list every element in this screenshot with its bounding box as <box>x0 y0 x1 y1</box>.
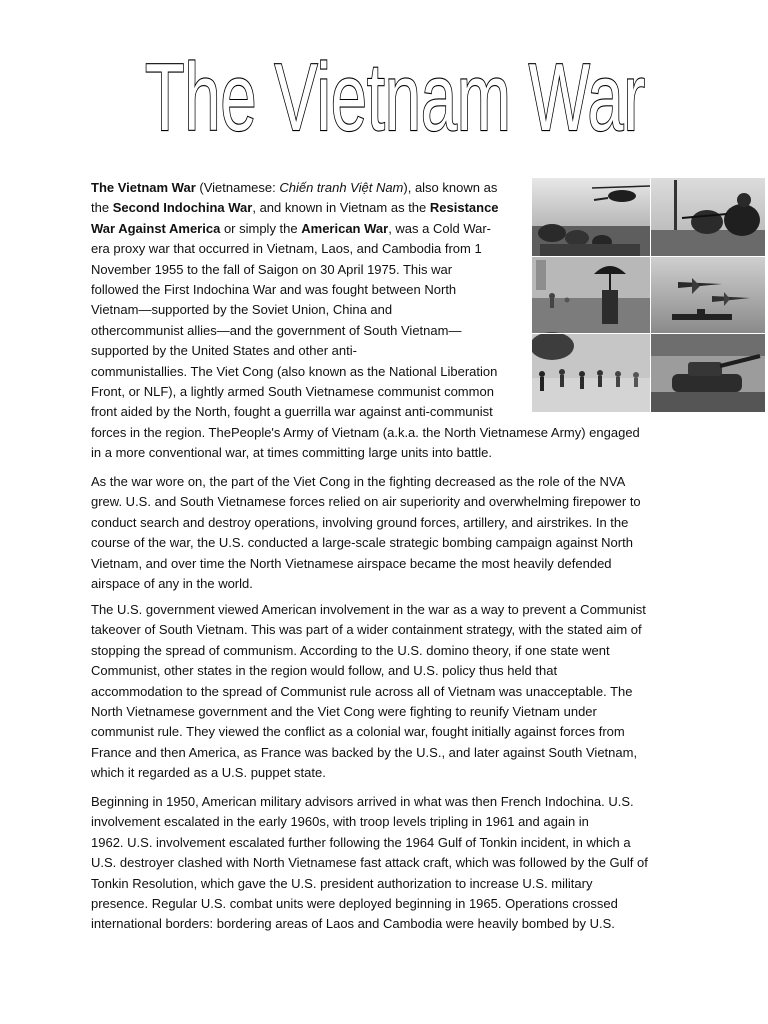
text-line <box>91 178 673 198</box>
bold-term: Resistance <box>429 200 499 216</box>
text-run: Vietnam, and over time the North Vietnamese airspace became the most heavily defended <box>91 555 612 571</box>
text-line <box>91 914 673 934</box>
text-line <box>91 792 673 812</box>
text-line <box>91 341 673 361</box>
text-run: U.S. destroyer clashed with North Vietnamese fast attack craft, which was followed by the Gulf of <box>91 855 648 871</box>
text-run: front aided by the North, fought a guerrilla war against anti-communist <box>91 404 493 420</box>
text-run: which it regarded as a U.S. puppet state. <box>91 765 326 781</box>
text-run: international borders: bordering areas of Laos and Cambodia were heavily bombed by U.S. <box>91 916 615 932</box>
text-line <box>91 600 673 620</box>
text-run: airspace of any in the world. <box>91 576 253 592</box>
text-line <box>91 443 673 463</box>
text-run: 1962. U.S. involvement escalated further following the 1964 Gulf of Tonkin incident, in which a <box>91 834 631 850</box>
title-wordart <box>140 40 650 145</box>
text-line <box>91 833 673 853</box>
text-line <box>91 321 673 341</box>
text-line <box>91 239 673 259</box>
text-run: , was a Cold War- <box>388 220 492 236</box>
text-run: presence. Regular U.S. combat units were deployed beginning in 1965. Operations crossed <box>91 896 618 912</box>
bold-term: American War <box>301 220 389 236</box>
text-line <box>91 423 673 443</box>
text-line <box>91 620 673 640</box>
text-run: the <box>91 200 113 216</box>
text-line <box>91 641 673 661</box>
text-line <box>91 402 673 422</box>
text-line <box>91 702 673 722</box>
text-run: in a more conventional war, at times committing large units into battle. <box>91 445 493 461</box>
bold-term: The Vietnam War <box>91 180 196 195</box>
text-line <box>91 219 673 239</box>
paragraph-intro <box>91 178 673 464</box>
text-line <box>91 492 673 512</box>
bold-term: War Against America <box>91 220 221 236</box>
text-run: accommodation to the spread of Communist rule across all of Vietnam was unacceptable. The <box>91 683 633 699</box>
text-run: communistallies. The Viet Cong (also known as the National Liberation <box>91 363 498 379</box>
text-run: or simply the <box>220 220 302 236</box>
text-line <box>91 472 673 492</box>
text-line <box>91 812 673 832</box>
text-run: November 1955 to the fall of Saigon on 30 April 1975. This war <box>91 261 453 277</box>
text-run: supported by the United States and other anti- <box>91 343 357 359</box>
text-line <box>91 260 673 280</box>
text-run: grew. U.S. and South Vietnamese forces relied on air superiority and overwhelming firepower to <box>91 494 641 510</box>
paragraph-escalation <box>91 792 673 935</box>
text-line <box>91 661 673 681</box>
text-run: Communist, other states in the region would follow, and U.S. policy thus held that <box>91 663 558 679</box>
text-line <box>91 682 673 702</box>
text-run: Vietnam—supported by the Soviet Union, China and <box>91 302 393 318</box>
text-run: Tonkin Resolution, which gave the U.S. president authorization to increase U.S. military <box>91 875 593 891</box>
text-line <box>91 743 673 763</box>
text-line <box>91 533 673 553</box>
text-run: Front, or NLF), a lightly armed South Vietnamese communist common <box>91 384 494 400</box>
text-run: As the war wore on, the part of the Viet Cong in the fighting decreased as the role of the NVA <box>91 474 626 489</box>
text-line <box>91 763 673 783</box>
paragraph-us-policy <box>91 600 673 784</box>
text-run: othercommunist allies—and the government of South Vietnam— <box>91 322 462 338</box>
text-line <box>91 513 673 533</box>
paragraph-war-progress <box>91 472 673 594</box>
text-run: forces in the region. ThePeople's Army of Vietnam (a.k.a. the North Vietnamese Army) engaged <box>91 424 640 440</box>
text-run: followed the First Indochina War and was fought between North <box>91 282 457 298</box>
text-run: (Vietnamese: <box>195 180 280 195</box>
text-run: The U.S. government viewed American involvement in the war as a way to prevent a Communist <box>91 602 646 617</box>
text-line <box>91 554 673 574</box>
text-line <box>91 874 673 894</box>
text-line <box>91 722 673 742</box>
text-run: North Vietnamese government and the Viet Cong were fighting to reunify Vietnam under <box>91 704 597 720</box>
bold-term: Second Indochina War <box>112 200 253 216</box>
text-run: era proxy war that occurred in Vietnam, Laos, and Cambodia from 1 <box>91 241 482 257</box>
text-run: conduct search and destroy operations, involving ground forces, artillery, and airstrikes. In the <box>91 514 629 530</box>
text-run: ), also known as <box>403 180 498 195</box>
text-line <box>91 300 673 320</box>
page-title <box>140 40 650 145</box>
text-run: involvement escalated in the early 1960s, with troop levels tripling in 1961 and again in <box>91 814 589 830</box>
text-line <box>91 382 673 402</box>
text-line <box>91 853 673 873</box>
text-line <box>91 362 673 382</box>
text-run: , and known in Vietnam as the <box>252 200 430 216</box>
text-run: stopping the spread of communism. According to the U.S. domino theory, if one state went <box>91 642 610 658</box>
title-text: The Vietnam War <box>145 44 645 145</box>
italic-term: Chiến tranh Việt Nam <box>279 180 404 195</box>
text-line <box>91 574 673 594</box>
text-run: France and then America, as France was backed by the U.S., and later against South Vietnam, <box>91 744 638 760</box>
text-line <box>91 280 673 300</box>
text-line <box>91 894 673 914</box>
text-run: Beginning in 1950, American military advisors arrived in what was then French Indochina. U.S. <box>91 794 634 809</box>
text-run: course of the war, the U.S. conducted a large-scale strategic bombing campaign against North <box>91 535 633 551</box>
text-line <box>91 198 673 218</box>
text-run: communist rule. They viewed the conflict as a colonial war, fought initially against forces from <box>91 724 625 740</box>
text-run: takeover of South Vietnam. This was part of a wider containment strategy, with the stated aim of <box>91 622 642 638</box>
